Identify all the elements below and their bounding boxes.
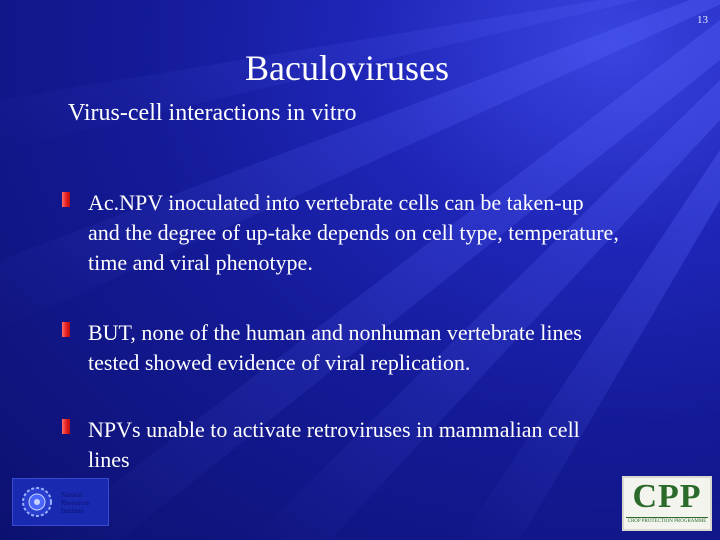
- slide-title: Baculoviruses: [245, 48, 449, 88]
- bullet-marker-icon: [62, 322, 70, 337]
- nri-logo-text: Natural Resources Institute: [61, 491, 90, 515]
- bullet-marker-icon: [62, 419, 70, 434]
- slide-subtitle: Virus-cell interactions in vitro: [68, 100, 357, 126]
- cpp-logo-subtext: CROP PROTECTION PROGRAMME: [627, 519, 707, 524]
- cpp-logo-mark: CPP: [632, 478, 702, 515]
- nri-emblem-icon: [13, 479, 61, 525]
- slide-number: 13: [697, 14, 708, 26]
- bullet-text: BUT, none of the human and nonhuman vertebrate lines tested showed evidence of viral replication.: [88, 320, 582, 375]
- bullet-marker-icon: [62, 192, 70, 207]
- nri-logo: [12, 478, 109, 526]
- bullet-text: Ac.NPV inoculated into vertebrate cells can be taken-up and the degree of up-take depends on cell type, temperature, time and viral phenotype.: [88, 190, 619, 275]
- bullet-text: NPVs unable to activate retroviruses in mammalian cell lines: [88, 417, 580, 472]
- cpp-logo: [622, 476, 712, 531]
